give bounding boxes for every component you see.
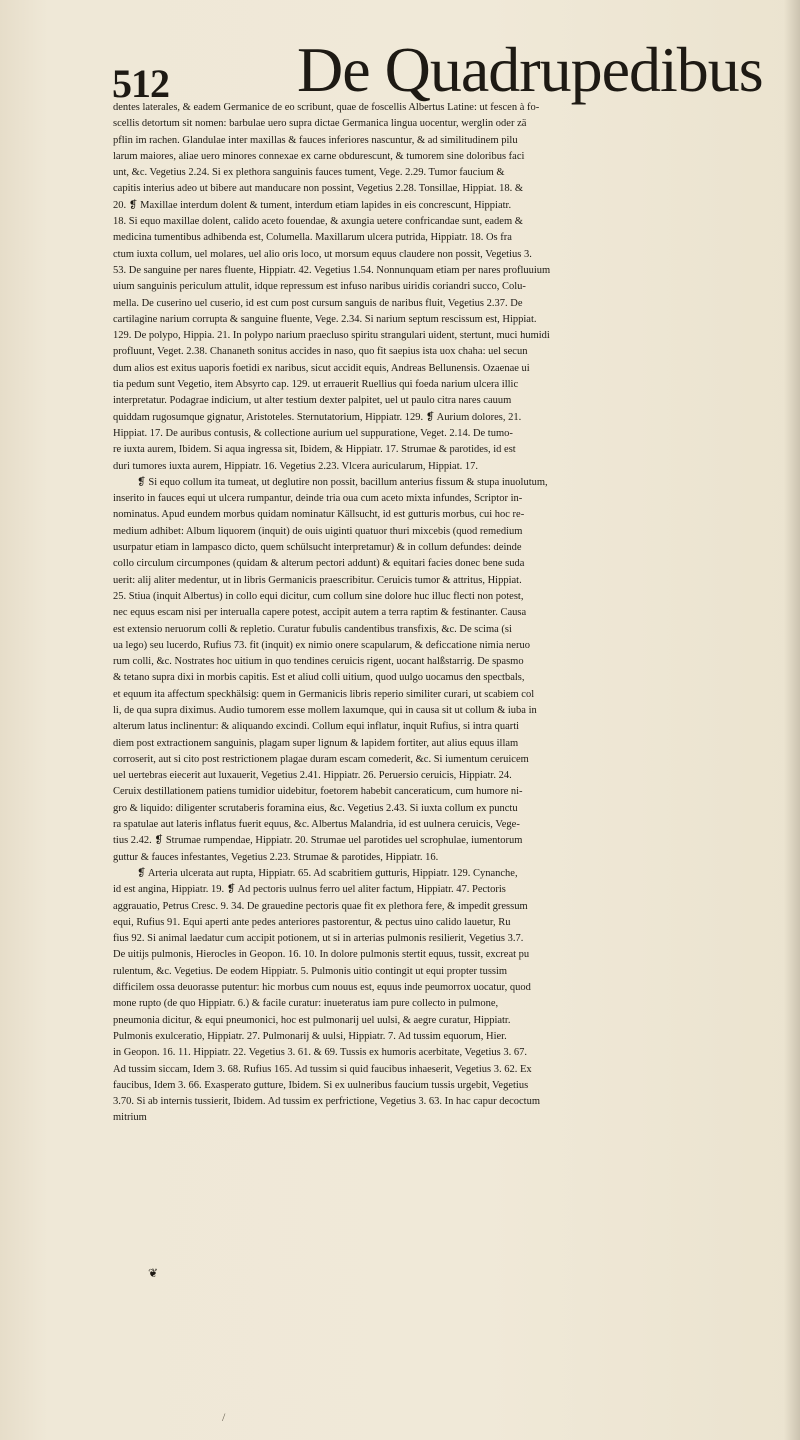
text-line: 18. Si equo maxillae dolent, calido aceto fouendae, & axungia uetere confricandae sunt, eadem &: [113, 216, 523, 228]
body-text: [113, 100, 785, 1127]
text-line: est extensio neruorum colli & repletio. Curatur fubulis candentibus transfixis, &c. De scima (si: [113, 623, 512, 635]
text-line: quiddam rugosumque gignatur, Aristoteles. Sternutatorium, Hippiatr. 129. ❡ Aurium dolores, 21.: [113, 411, 522, 423]
text-line: 53. De sanguine per nares fluente, Hippiatr. 42. Vegetius 1.54. Nonnunquam etiam per nares profluuium: [113, 264, 551, 276]
text-line: dentes laterales, & eadem Germanice de eo scribunt, quae de foscellis Albertus Latine: ut fescen à fo-: [113, 102, 540, 113]
text-line: duri tumores iuxta aurem, Hippiatr. 16. Vegetius 2.23. Vlcera auricularum, Hippiat. 17.: [113, 460, 478, 472]
text-line: dum alios est exitus uaporis foetidi ex naribus, sicut accidit equis, Andreas Bellunensis. Ozaenae ui: [113, 362, 530, 374]
text-line: usurpatur etiam in lampasco dicto, quem schülsucht interpretamur) & in collum defundes: deinde: [113, 542, 522, 554]
text-line: equi, Rufius 91. Equi aperti ante pedes anteriores pastorentur, & pectus uino calido lauetur, Ru: [113, 916, 511, 928]
text-line: aggrauatio, Petrus Cresc. 9. 34. De grauedine pectoris quae fit ex plethora fere, & impedit gressum: [113, 900, 528, 912]
text-line: ctum iuxta collum, uel molares, uel alio oris loco, ut morsum equus claudere non possit, Vegetius 3.: [113, 248, 532, 260]
text-line: gro & liquido: diligenter scrutaberis foramina eius, &c. Vegetius 2.43. Si iuxta collum ex punctu: [113, 802, 518, 814]
text-line: & tetano supra dixi in morbis capitis. Est et aliud colli uitium, quod uulgo uocamus den spectbals,: [113, 672, 525, 684]
text-line: 25. Stiua (inquit Albertus) in collo equi dicitur, cum collum sine dolore huc illuc flecti non potest,: [113, 590, 524, 602]
text-line: De uitijs pulmonis, Hierocles in Geopon. 16. 10. In dolore pulmonis stertit equus, tussit, excreat pu: [113, 949, 530, 961]
text-line: medium adhibet: Album liquorem (inquit) de ouis uiginti quatuor thuri mixcebis (quod remedium: [113, 525, 523, 537]
text-line: collo circulum circumpones (quidam & alterum pectori addunt) & equitari facies donec bene suda: [113, 558, 525, 570]
text-line: rulentum, &c. Vegetius. De eodem Hippiatr. 5. Pulmonis uitio contingit ut equi propter tussim: [113, 965, 508, 977]
page-number: 512: [112, 61, 169, 106]
text-line: alterum latus inclinentur: & aliquando excindi. Collum equi inflatur, inquit Rufius, si intra quarti: [113, 721, 520, 733]
text-line: Ceruix destillationem patiens tumidior uidebitur, foetorem habebit canceraticum, cum humore ni-: [113, 786, 523, 798]
text-line: cartilagine narium corrupta & sanguine fluente, Vege. 2.34. Si narium septum rescissum est, Hippiat.: [113, 313, 537, 325]
text-line: uerit: alij aliter medentur, ut in libris Germanicis praescribitur. Ceruicis tumor & attritus, Hippiat.: [113, 574, 522, 586]
text-line: 129. De polypo, Hippia. 21. In polypo narium praecluso spiritu strangulari uident, stertunt, muci humidi: [113, 330, 550, 342]
text-line: uium sanguinis periculum attulit, idque repressum est infuso naribus uiridis coriandri succo, Colu-: [113, 281, 526, 293]
text-line: scellis detortum sit nomen: barbulae uero supra dictae Germanica lingua uocentur, werglin oder zä: [113, 118, 527, 130]
text-line: re iuxta aurem, Ibidem. Si aqua ingressa sit, Ibidem, & Hippiatr. 17. Strumae & parotides, id est: [113, 444, 516, 456]
text-line: ❡ Arteria ulcerata aut rupta, Hippiatr. 65. Ad scabritiem gutturis, Hippiatr. 129. Cynanche,: [137, 867, 518, 879]
text-line: unt, &c. Vegetius 2.24. Si ex plethora sanguinis fauces tument, Vege. 2.29. Tumor faucium &: [113, 167, 505, 179]
edge-mark: /: [222, 1410, 226, 1424]
text-line: Hippiat. 17. De auribus contusis, & collectione aurium uel suppuratione, Veget. 2.14. De tumo-: [113, 427, 513, 439]
text-line: inserito in fauces equi ut ulcera rumpantur, deinde tria oua cum aceto mixta infundes, Scriptor in-: [113, 493, 523, 505]
page-edge-shadow: [784, 0, 800, 1440]
paragraph: [113, 475, 785, 866]
text-line: in Geopon. 16. 11. Hippiatr. 22. Vegetius 3. 61. & 69. Tussis ex humoris acerbitate, Vegetius 3. 67.: [113, 1047, 527, 1059]
text-line: ra spatulae aut lateris inflatus fuerit equus, &c. Albertus Malandria, id est uulnera ceruicis, Vege-: [113, 819, 520, 831]
text-line: difficilem ossa deuorasse putentur: hic morbus cum nouus est, equus inde peumorrox uocatur, quod: [113, 982, 531, 994]
text-line: Ad tussim siccam, Idem 3. 68. Rufius 165. Ad tussim si quid faucibus inhaeserit, Vegetius 3. 62. Ex: [113, 1063, 532, 1075]
paragraph: [113, 866, 785, 1127]
text-line: nec equus escam nisi per interualla capere potest, accipit autem a terra raptim & festinanter. Causa: [113, 607, 527, 619]
text-line: mitrium: [113, 1112, 147, 1124]
fleuron-mark: ❦: [148, 1266, 159, 1280]
text-line: ❡ Si equo collum ita tumeat, ut deglutire non possit, bacillum anterius fissum & stupa inuolutum,: [137, 476, 548, 488]
text-line: mella. De cuserino uel cuserio, id est cum post cursum sanguis de naribus fluit, Vegetius 2.37. De: [113, 297, 523, 309]
page-header: [112, 34, 772, 108]
text-line: Pulmonis exulceratio, Hippiatr. 27. Pulmonarij & uulsi, Hippiatr. 7. Ad tussim equorum, Hier.: [113, 1030, 507, 1042]
text-line: 20. ❡ Maxillae interdum dolent & tument, interdum etiam lapides in eis concrescunt, Hippiatr.: [113, 199, 512, 211]
text-line: diem post extractionem sanguinis, plagam super lignum & lapidem fortiter, aut alius equus illam: [113, 737, 519, 749]
text-line: id est angina, Hippiatr. 19. ❡ Ad pectoris uulnus ferro uel aliter factum, Hippiatr. 47. Pectoris: [113, 884, 506, 896]
text-line: pflin im rachen. Glandulae inter maxillas & fauces inferiores nascuntur, & ad similitudinem pilu: [113, 134, 518, 146]
text-line: tius 2.42. ❡ Strumae rumpendae, Hippiatr. 20. Strumae uel parotides uel scrophulae, iumentorum: [113, 835, 523, 847]
text-line: profluunt, Veget. 2.38. Chananeth sonitus accides in naso, quo fit saepius ista uox chaha: uel secun: [113, 346, 528, 358]
text-line: rum colli, &c. Nostrates hoc uitium in quo tendines ceruicis rigent, uocant halßstarrig. De spasmo: [113, 656, 524, 668]
text-line: corroserit, aut si cito post restrictionem plagae duram escam comederit, &c. Si iumentum ceruicem: [113, 753, 529, 765]
text-line: interpretatur. Podagrae indicium, ut alter testium dexter palpitet, uel ut paulo citra nares cauum: [113, 395, 512, 407]
text-line: mone rupto (de quo Hippiatr. 6.) & facile curatur: inueteratus iam pure collecto in pulmone,: [113, 998, 499, 1010]
text-line: larum maiores, aliae uero minores connexae ex carne obdurescunt, & tumorem sine doloribus faci: [113, 150, 525, 162]
text-line: ua lego) seu lucerdo, Rufius 73. fit (inquit) ex nimio onere scapularum, & deficcatione nimia neruo: [113, 639, 530, 651]
running-title: De Quadrupedibus: [297, 34, 763, 105]
paragraph: [113, 100, 785, 475]
text-line: capitis interius adeo ut bibere aut manducare non possint, Vegetius 2.28. Tonsillae, Hippiat. 18. &: [113, 183, 524, 195]
text-line: fius 92. Si animal laedatur cum accipit potionem, ut si in arterias pulmonis resilierit, Vegetius 3.7.: [113, 933, 524, 945]
text-line: medicina tumentibus adhibenda est, Columella. Maxillarum ulcera putrida, Hippiatr. 18. Os fra: [113, 232, 512, 244]
text-line: uel uertebras eiecerit aut luxauerit, Vegetius 2.41. Hippiatr. 26. Peruersio ceruicis, Hippiatr. 24.: [113, 770, 512, 782]
text-line: li, de qua supra diximus. Audio tumorem esse mollem laxumque, qui in causa sit ut collum & iuba in: [113, 704, 537, 716]
text-line: 3.70. Si ab internis tussierit, Ibidem. Ad tussim ex perfrictione, Vegetius 3. 63. In hac capur decoctum: [113, 1096, 541, 1108]
text-line: et equum ita affectum speckhälsig: quem in Germanicis libris reperio similiter curari, ut scabiem col: [113, 688, 535, 700]
text-line: guttur & fauces infestantes, Vegetius 2.23. Strumae & parotides, Hippiatr. 16.: [113, 851, 439, 863]
text-line: tia pedum sunt Vegetio, item Absyrto cap. 129. ut errauerit Ruellius qui foeda narium ulcera illic: [113, 379, 519, 391]
text-line: pneumonia dicitur, & equi pneumonici, hoc est pulmonarij uel uulsi, & aegre curatur, Hippiatr.: [113, 1014, 511, 1026]
text-line: nominatus. Apud eundem morbus quidam nominatur Källsucht, id est gutturis morbus, cui hoc re-: [113, 509, 525, 521]
text-line: faucibus, Idem 3. 66. Exasperato gutture, Ibidem. Si ex uulneribus faucium tussis urgebit, Vegetius: [113, 1079, 529, 1091]
